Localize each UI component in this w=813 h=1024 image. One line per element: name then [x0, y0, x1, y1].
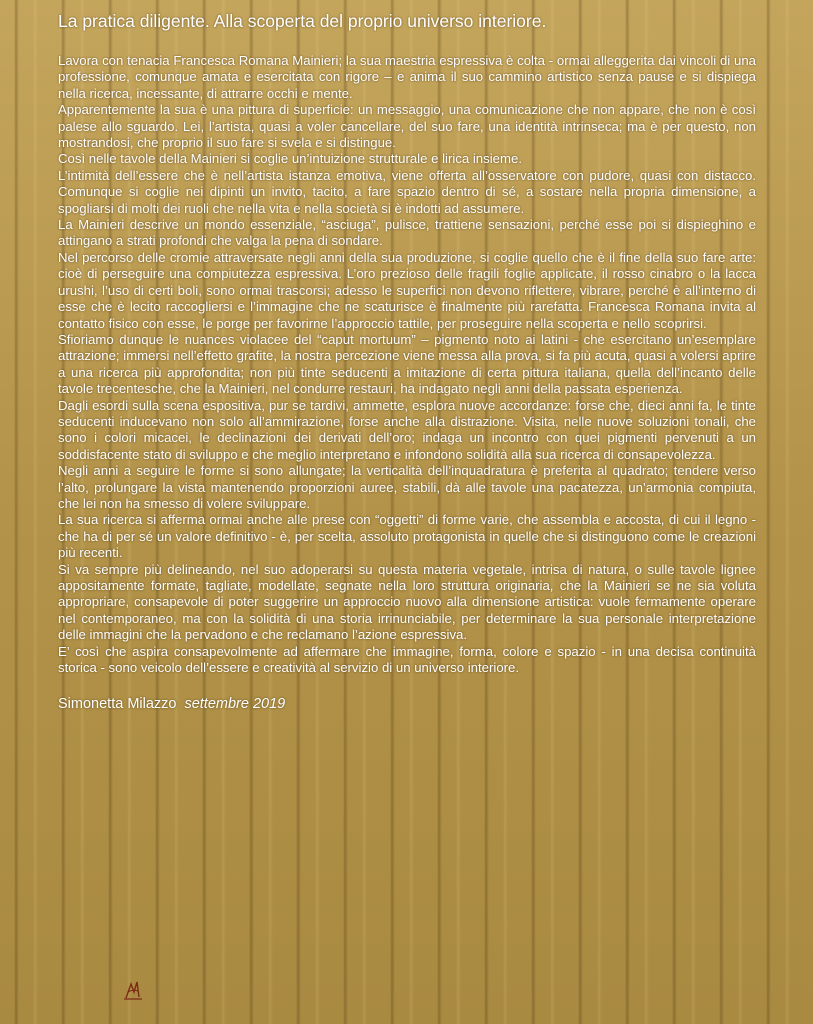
signature-line: [58, 695, 756, 713]
author-name: Simonetta Milazzo: [58, 696, 177, 713]
paragraph: Così nelle tavole della Mainieri si coglie un’intuizione strutturale e lirica insieme.: [58, 151, 522, 167]
paragraph: Si va sempre più delineando, nel suo adoperarsi su questa materia vegetale, intrisa di natura, o sulle tavole lignee appositamente formate, tagliate, modellate, segnate nella loro struttura originaria, che la Mainieri se ne sia voluta appropriare, consapevole di poter suggerire un approccio nuovo alla dimensione artistica: vuole fermamente operare nel contemporaneo, ma con la solidità di una storia irrinunciabile, per determinare la sua personale interpretazione delle immagini che la pervadono e che reclamano l’azione espressiva.: [58, 561, 756, 643]
paragraph: Negli anni a seguire le forme si sono allungate; la verticalità dell’inquadratura è preferita al quadrato; tendere verso l’alto, prolungare la vista mantenendo proporzioni auree, stabili, dà alle tavole una pacatezza, un’armonia compiuta, che lei non ha smesso di volere sviluppare.: [58, 463, 756, 511]
signature-logo-icon: [122, 978, 144, 1002]
paragraph: E’ così che aspira consapevolmente ad affermare che immagine, forma, colore e spazio - in una decisa continuità storica - sono veicolo dell’essere e creatività al servizio di un universo interiore.: [58, 643, 756, 676]
article-body: [58, 53, 756, 676]
article: [58, 8, 756, 713]
paragraph: Apparentemente la sua è una pittura di superficie: un messaggio, una comunicazione che non appare, che non è così palese allo sguardo. Lei, l’artista, quasi a voler cancellare, del suo fare, una identità intrinseca; ma è per questo, non mostrandosi, che proprio il suo fare si svela e si distingue.: [58, 102, 756, 151]
paragraph: La Mainieri descrive un mondo essenziale, “asciuga”, pulisce, trattiene sensazioni, perché esse poi si dispieghino e attingano a strati profondi che valga la pena di sondare.: [58, 217, 756, 249]
paragraph: Sfioriamo dunque le nuances violacee del “caput mortuum” – pigmento noto ai latini - che esercitano un’esemplare attrazione; immersi nell’effetto grafite, la nostra percezione viene messa alla prova, si fa più acuta, quasi a volersi aprire a una ricerca più approfondita; non più tinte seducenti a imitazione di certa pittura italiana, quella dell’incanto delle tavole trecentesche, che la Mainieri, nel condurre restauri, ha indagato negli anni della passata esperienza.: [58, 331, 756, 397]
paragraph: Nel percorso delle cromie attraversate negli anni della sua produzione, si coglie quello che è il fine della suo fare arte: cioè di perseguire una compiutezza espressiva. L’oro prezioso delle fragili foglie applicate, il rosso cinabro o la lacca urushi, l’uso di certi boli, sono ormai trascorsi; adesso le superfici non devono riflettere, vibrare, perché è all’interno di esse che è lecito raccogliersi e l’immagine che ne scaturisce è finalmente più rarefatta. Francesca Romana invita al contatto fisico con esse, le porge per favorirne l’approccio tattile, per proseguire nella scoperta e nello scoprirsi.: [58, 249, 756, 331]
paragraph: La sua ricerca si afferma ormai anche alle prese con “oggetti” di forme varie, che assembla e accosta, di cui il legno - che ha di per sé un valore definitivo - è, per scelta, assoluto protagonista in quelle che si distinguono come le creazioni più recenti.: [58, 512, 756, 561]
page-title: La pratica diligente. Alla scoperta del proprio universo interiore.: [58, 11, 547, 31]
paragraph: L’intimità dell’essere che è nell’artista istanza emotiva, viene offerta all’osservatore con pudore, quasi con distacco. Comunque si coglie nei dipinti un invito, tacito, a fare spazio dentro di sé, a sostare nella propria dimensione, a spogliarsi di molti dei ruoli che nella vita e nella società si è indotti ad assumere.: [58, 167, 756, 216]
signature-date: settembre 2019: [184, 696, 286, 713]
paragraph: Lavora con tenacia Francesca Romana Mainieri; la sua maestria espressiva è colta - ormai alleggerita dai vincoli di una professione, comunque amata e esercitata con rigore – e anima il suo cammino artistico senza pause e si dispiega nella ricerca, incessante, di attrarre occhi e mente.: [58, 53, 756, 101]
paragraph: Dagli esordi sulla scena espositiva, pur se tardivi, ammette, esplora nuove accordanze: forse che, dieci anni fa, le tinte seducenti inducevano non solo all’ammirazione, forse anche alla distrazione. Visita, nelle nuove soluzioni tonali, che sono i colori micacei, le declinazioni dei derivati dell’oro; indaga un incontro con quei pigmenti pervenuti a un soddisfacente stato di sviluppo e che meglio interpretano e infondono solidità alla sua ricerca di consapevolezza.: [58, 397, 756, 462]
